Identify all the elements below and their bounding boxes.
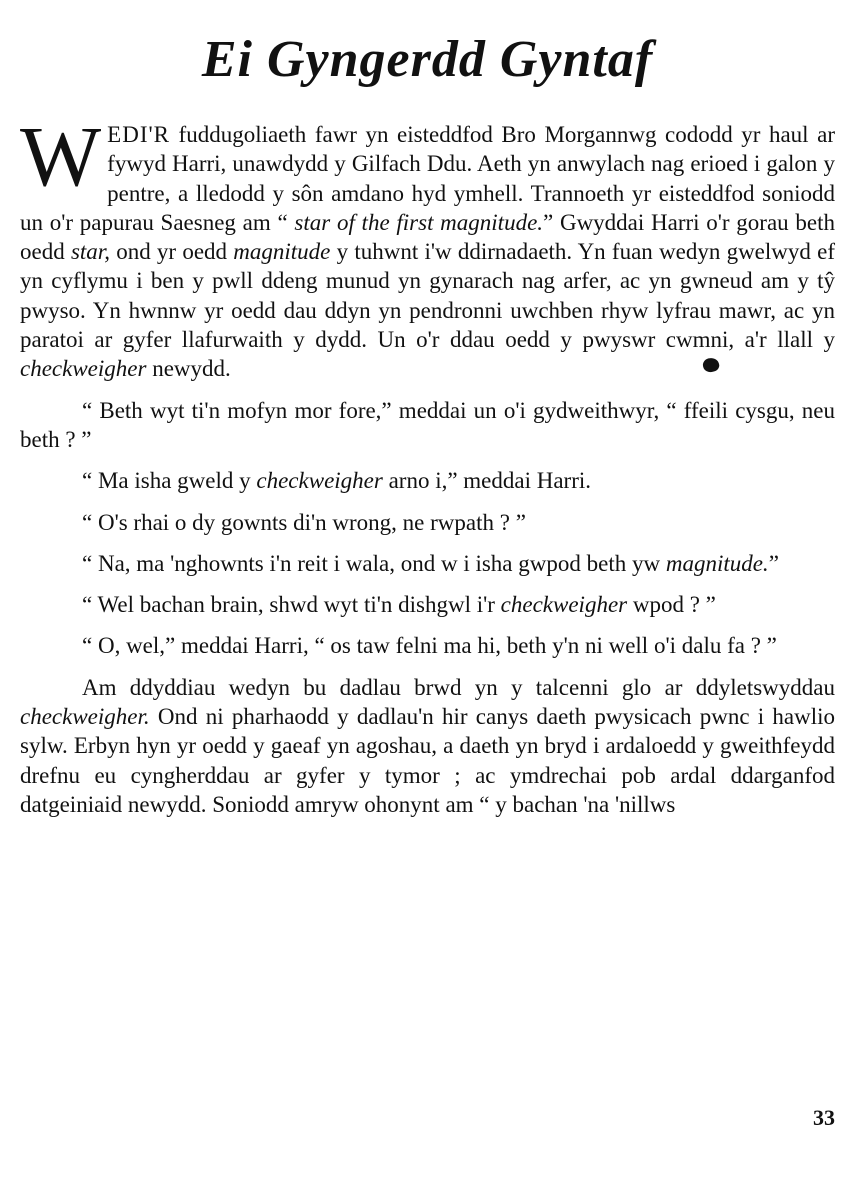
text-run: “ Na, ma 'nghownts i'n reit i wala, ond w i isha gwpod beth yw <box>82 550 666 576</box>
text-run: ” Gwyddai Harri o'r gorau beth oedd <box>20 209 835 265</box>
paragraph <box>20 673 835 819</box>
text-run: arno i,” meddai Harri. <box>382 468 592 494</box>
page-number: 33 <box>813 1105 835 1130</box>
text-run: “ Ma isha gweld y <box>82 468 257 494</box>
text-run: ond yr oedd <box>109 239 234 265</box>
text-run: newydd. <box>146 356 231 382</box>
text-run: y tuhwnt i'w ddirnadaeth. Yn fuan wedyn gwelwyd ef yn cyflymu i ben y pwll ddeng munud yn gynarach nag arfer, ac yn gwneud am y tŷ pwyso. Yn hwnnw yr oedd dau ddyn yn pendronni uwchben rhyw lyfrau mawr, ac yn paratoi ar gyfer llafurwaith y dydd. Un o'r ddau oedd y pwyswr cwmni, a'r llall y <box>20 239 835 353</box>
chapter-body <box>20 108 835 819</box>
italic-term: star, <box>70 239 110 265</box>
paragraph <box>20 631 835 660</box>
paragraph <box>20 508 835 537</box>
italic-term: checkweigher. <box>20 704 150 730</box>
paragraph <box>20 549 835 578</box>
opening-paragraph <box>20 108 835 384</box>
text-run: Ond ni pharhaodd y dadlau'n hir canys daeth pwysicach pwnc i hawlio sylw. Erbyn hyn yr oedd y gaeaf yn agoshau, a daeth yn bryd i ardaloedd y gweithfeydd drefnu eu cyngherddau ar gyfer y tymor ; ac ymdrechai pob ardal ddarganfod datgeiniaid newydd. Soniodd amryw ohonynt am “ y bachan 'na 'nillws <box>20 704 835 817</box>
italic-term: checkweigher <box>20 356 147 382</box>
drop-cap: W <box>20 108 102 204</box>
text-run: “ O's rhai o dy gownts di'n wrong, ne rwpath ? ” <box>82 509 526 535</box>
text-run: “ O, wel,” meddai Harri, “ os taw felni ma hi, beth y'n ni well o'i dalu fa ? ” <box>82 633 777 659</box>
text-run: ” <box>768 550 779 576</box>
text-run: “ Wel bachan brain, shwd wyt ti'n dishgwl i'r <box>82 592 501 618</box>
paragraph <box>20 396 835 455</box>
text-run: Am ddyddiau wedyn bu dadlau brwd yn y talcenni glo ar ddyletswyddau <box>82 674 835 700</box>
paragraph <box>20 590 835 619</box>
text-run: “ Beth wyt ti'n mofyn mor fore,” meddai un o'i gydweithwyr, “ ffeili cysgu, neu beth ? ” <box>20 397 835 452</box>
italic-term: checkweigher <box>500 592 628 618</box>
lead-word: EDI'R <box>107 122 170 147</box>
text-run: wpod ? ” <box>627 592 716 618</box>
paragraph <box>20 466 835 495</box>
text-run: fuddugoliaeth fawr yn eisteddfod Bro Morgannwg cododd yr haul ar fywyd Harri, unawdydd y Gilfach Ddu. Aeth yn anwylach nag erioed i galon y pentre, a lledodd y sôn amdano hyd ymhell. Trannoeth yr eisteddfod soniodd un o'r papurau Saesneg am “ <box>20 122 835 235</box>
italic-term: magnitude. <box>665 550 769 576</box>
italic-term: checkweigher <box>256 468 383 494</box>
book-page <box>20 28 835 831</box>
italic-term: star of the first magnitude. <box>294 209 544 235</box>
chapter-title: Ei Gyngerdd Gyntaf <box>201 31 654 88</box>
italic-term: magnitude <box>233 239 331 265</box>
